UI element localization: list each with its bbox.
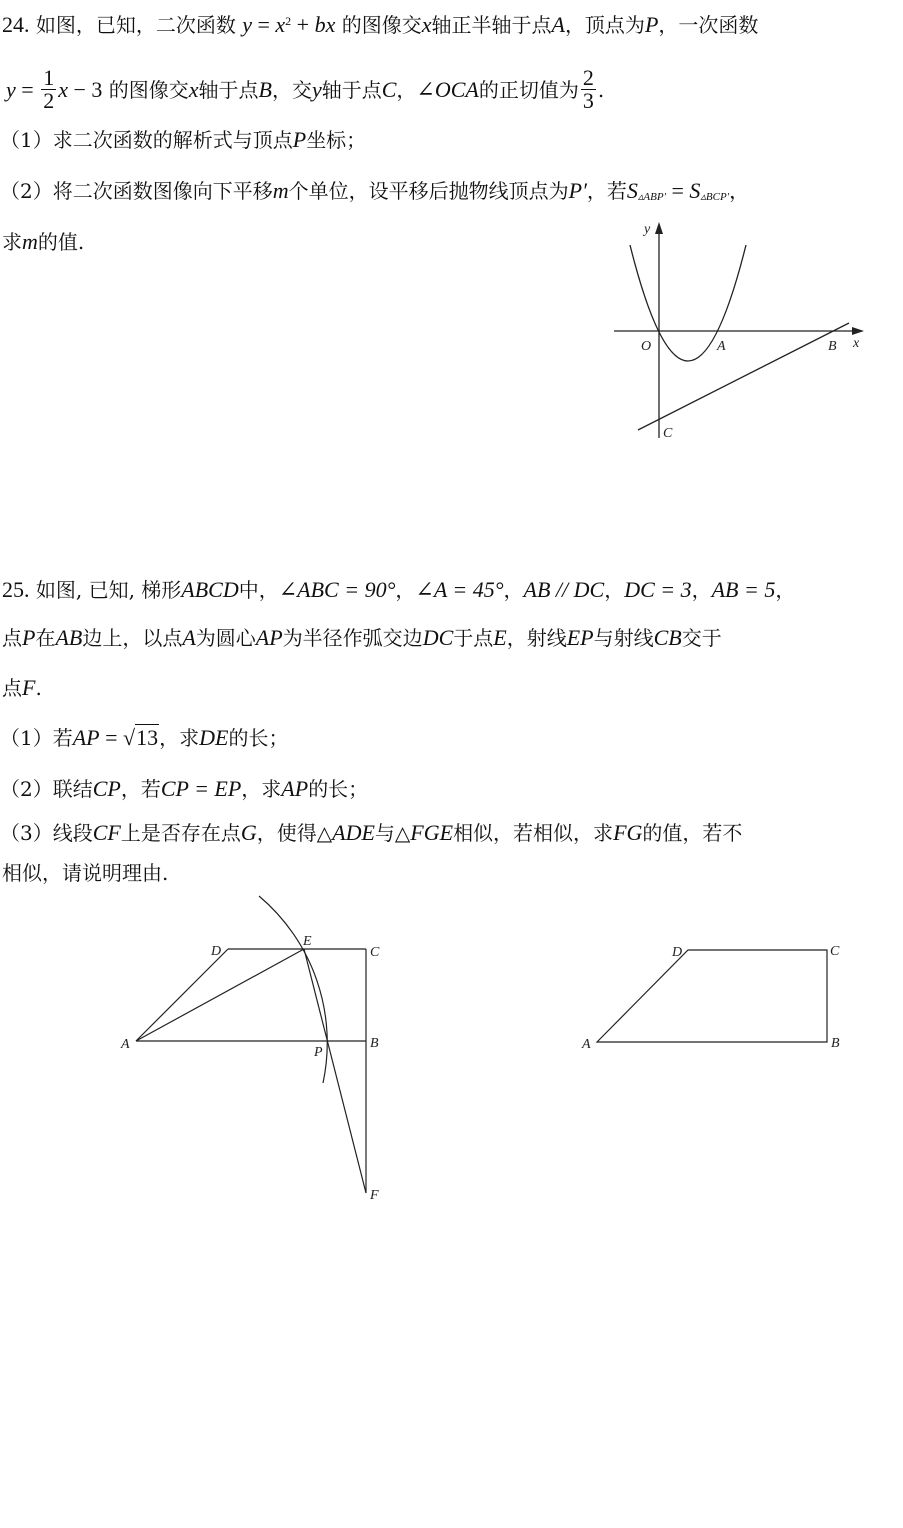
math-var: EP — [566, 625, 594, 650]
p25-text: 上是否存在点 — [120, 821, 241, 845]
p25-text: ， — [775, 578, 796, 602]
math-var: B — [258, 77, 272, 102]
p24-text: 轴于点 — [198, 78, 259, 102]
math-op: = — [665, 178, 690, 203]
p25-text: 如图, 已知, 梯形 — [35, 578, 182, 602]
label-A: A — [582, 1037, 591, 1052]
subscript: ▵BCP′ — [700, 191, 730, 203]
p24-text: 求 — [2, 230, 22, 254]
p25-text: ，射线 — [506, 626, 567, 650]
p24-text: 轴正半轴于点 — [431, 13, 552, 37]
p24-text: . — [597, 78, 605, 102]
p24-text: 的图像交 — [341, 13, 422, 37]
label-C: C — [663, 426, 673, 441]
p25-text: 中， — [238, 578, 279, 602]
math-var: F — [22, 675, 36, 700]
math-var: CB — [653, 625, 682, 650]
math-var: m — [22, 229, 38, 254]
part-label: （1） — [0, 726, 53, 750]
part-label: （1） — [0, 128, 53, 152]
math-var: ∠OCA — [416, 77, 479, 102]
math-var: P — [22, 625, 36, 650]
math-var: ABCD — [181, 577, 239, 602]
subscript: ▵ABP′ — [637, 191, 666, 203]
p24-text: 如图，已知，二次函数 — [35, 13, 236, 37]
math-var: P — [644, 12, 659, 37]
math-var: P — [292, 127, 307, 152]
math-var: AP — [255, 625, 283, 650]
label-C: C — [830, 944, 840, 959]
math-var: DC — [422, 625, 454, 650]
part-label: （2） — [0, 179, 53, 203]
p25-text: 点 — [2, 626, 22, 650]
p24-text: ，一次函数 — [658, 13, 759, 37]
p25-text: . — [35, 676, 42, 700]
sqrt-expression: √13 — [123, 725, 159, 750]
math-var: E — [493, 625, 507, 650]
math-var: y — [311, 77, 322, 102]
math-var: S — [689, 178, 701, 203]
p24-text: 的正切值为 — [478, 78, 579, 102]
numerator: 2 — [582, 65, 594, 90]
p25-text: ，求 — [159, 726, 200, 750]
p25-text: ，求 — [241, 777, 282, 801]
p25-text: 的值，若不 — [642, 821, 743, 845]
math-op: = — [15, 77, 40, 102]
math-var: FGE — [410, 820, 454, 845]
math-var: m — [272, 178, 289, 203]
p24-text: ，若 — [586, 179, 627, 203]
math-op: = — [251, 12, 276, 37]
trapezoid-ABCD — [597, 950, 827, 1042]
math-op: = — [99, 725, 124, 750]
p24-text: 轴于点 — [321, 78, 382, 102]
denominator: 2 — [43, 88, 55, 113]
math-var: G — [240, 820, 257, 845]
math-var: P′ — [568, 178, 587, 203]
p24-text: ，顶点为 — [564, 13, 645, 37]
math-expr: AB // DC — [523, 577, 605, 602]
math-var: C — [381, 77, 397, 102]
p25-text: 的长； — [308, 777, 369, 801]
math-var: AB — [55, 625, 83, 650]
p25-text: ，使得△ — [256, 821, 333, 845]
p25-text: 相似，若相似，求 — [453, 821, 614, 845]
exponent: 2 — [285, 14, 292, 28]
p25-text: 为圆心 — [195, 626, 256, 650]
label-y: y — [644, 222, 651, 237]
p25-text: 于点 — [453, 626, 494, 650]
p25-text: 为半径作弧交边 — [282, 626, 423, 650]
p25-text: ， — [395, 578, 416, 602]
math-var: x — [58, 77, 68, 102]
p24-text: 坐标； — [306, 128, 367, 152]
math-var: y — [6, 77, 16, 102]
p25-text: 交于 — [681, 626, 722, 650]
label-E: E — [303, 934, 312, 949]
p25-text: 边上，以点 — [82, 626, 183, 650]
p24-text: 求二次函数的解析式与顶点 — [52, 128, 293, 152]
numerator: 1 — [43, 65, 55, 90]
label-x: x — [853, 336, 860, 351]
math-var: CF — [92, 820, 121, 845]
p24-text: 将二次函数图像向下平移 — [52, 179, 273, 203]
p25-text: 点 — [2, 676, 22, 700]
math-var: x — [275, 12, 286, 37]
p24-text: 的值. — [37, 230, 85, 254]
p24-text: ， — [729, 179, 750, 203]
p25-text: ， — [503, 578, 524, 602]
math-expr: ∠ABC = 90° — [278, 577, 396, 602]
math-expr: DC = 3 — [624, 577, 692, 602]
math-var: A — [182, 625, 196, 650]
math-var: DE — [199, 725, 229, 750]
math-var: ADE — [332, 820, 375, 845]
p24-text: ， — [396, 78, 417, 102]
math-expr: CP = EP — [160, 776, 242, 801]
math-expr: ∠A = 45° — [415, 577, 504, 602]
label-F: F — [370, 1188, 379, 1203]
math-var: CP — [92, 776, 121, 801]
p24-number: 24. — [2, 12, 30, 37]
label-B: B — [831, 1036, 840, 1051]
p25-text: 的长； — [228, 726, 289, 750]
label-B: B — [370, 1036, 379, 1051]
label-A: A — [717, 339, 726, 354]
math-var: bx — [314, 12, 336, 37]
label-O: O — [641, 339, 652, 354]
p25-text: 相似，请说明理由. — [2, 861, 169, 885]
math-var: AP — [281, 776, 309, 801]
math-op: − 3 — [67, 77, 103, 102]
p25-text: 线段 — [52, 821, 93, 845]
label-P: P — [314, 1045, 323, 1060]
p24-text: ，交 — [271, 78, 312, 102]
part-label: （3） — [0, 821, 53, 845]
label-D: D — [672, 945, 683, 960]
math-var: A — [551, 12, 565, 37]
label-A: A — [121, 1037, 130, 1052]
math-var: y — [242, 12, 252, 37]
math-var: AP — [72, 725, 100, 750]
label-D: D — [211, 944, 222, 959]
denominator: 3 — [582, 88, 594, 113]
p25-text: 与△ — [374, 821, 411, 845]
label-C: C — [370, 945, 380, 960]
p25-text: ， — [604, 578, 625, 602]
radicand: 13 — [136, 725, 159, 750]
math-expr: AB = 5 — [711, 577, 776, 602]
p25-text: 在 — [35, 626, 56, 650]
label-B: B — [828, 339, 837, 354]
p25-number: 25. — [2, 577, 30, 602]
p24-text: 的图像交 — [108, 78, 189, 102]
math-var: FG — [613, 820, 643, 845]
p25-text: ，若 — [120, 777, 161, 801]
part-label: （2） — [0, 777, 53, 801]
p25-text: 联结 — [52, 777, 93, 801]
math-op: + — [291, 12, 315, 37]
math-var: x — [421, 12, 432, 37]
p25-text: ， — [691, 578, 712, 602]
math-var: S — [626, 178, 638, 203]
p24-text: 个单位，设平移后抛物线顶点为 — [288, 179, 569, 203]
p25-text: 若 — [52, 726, 73, 750]
math-var: x — [188, 77, 199, 102]
p25-text: 与射线 — [593, 626, 654, 650]
